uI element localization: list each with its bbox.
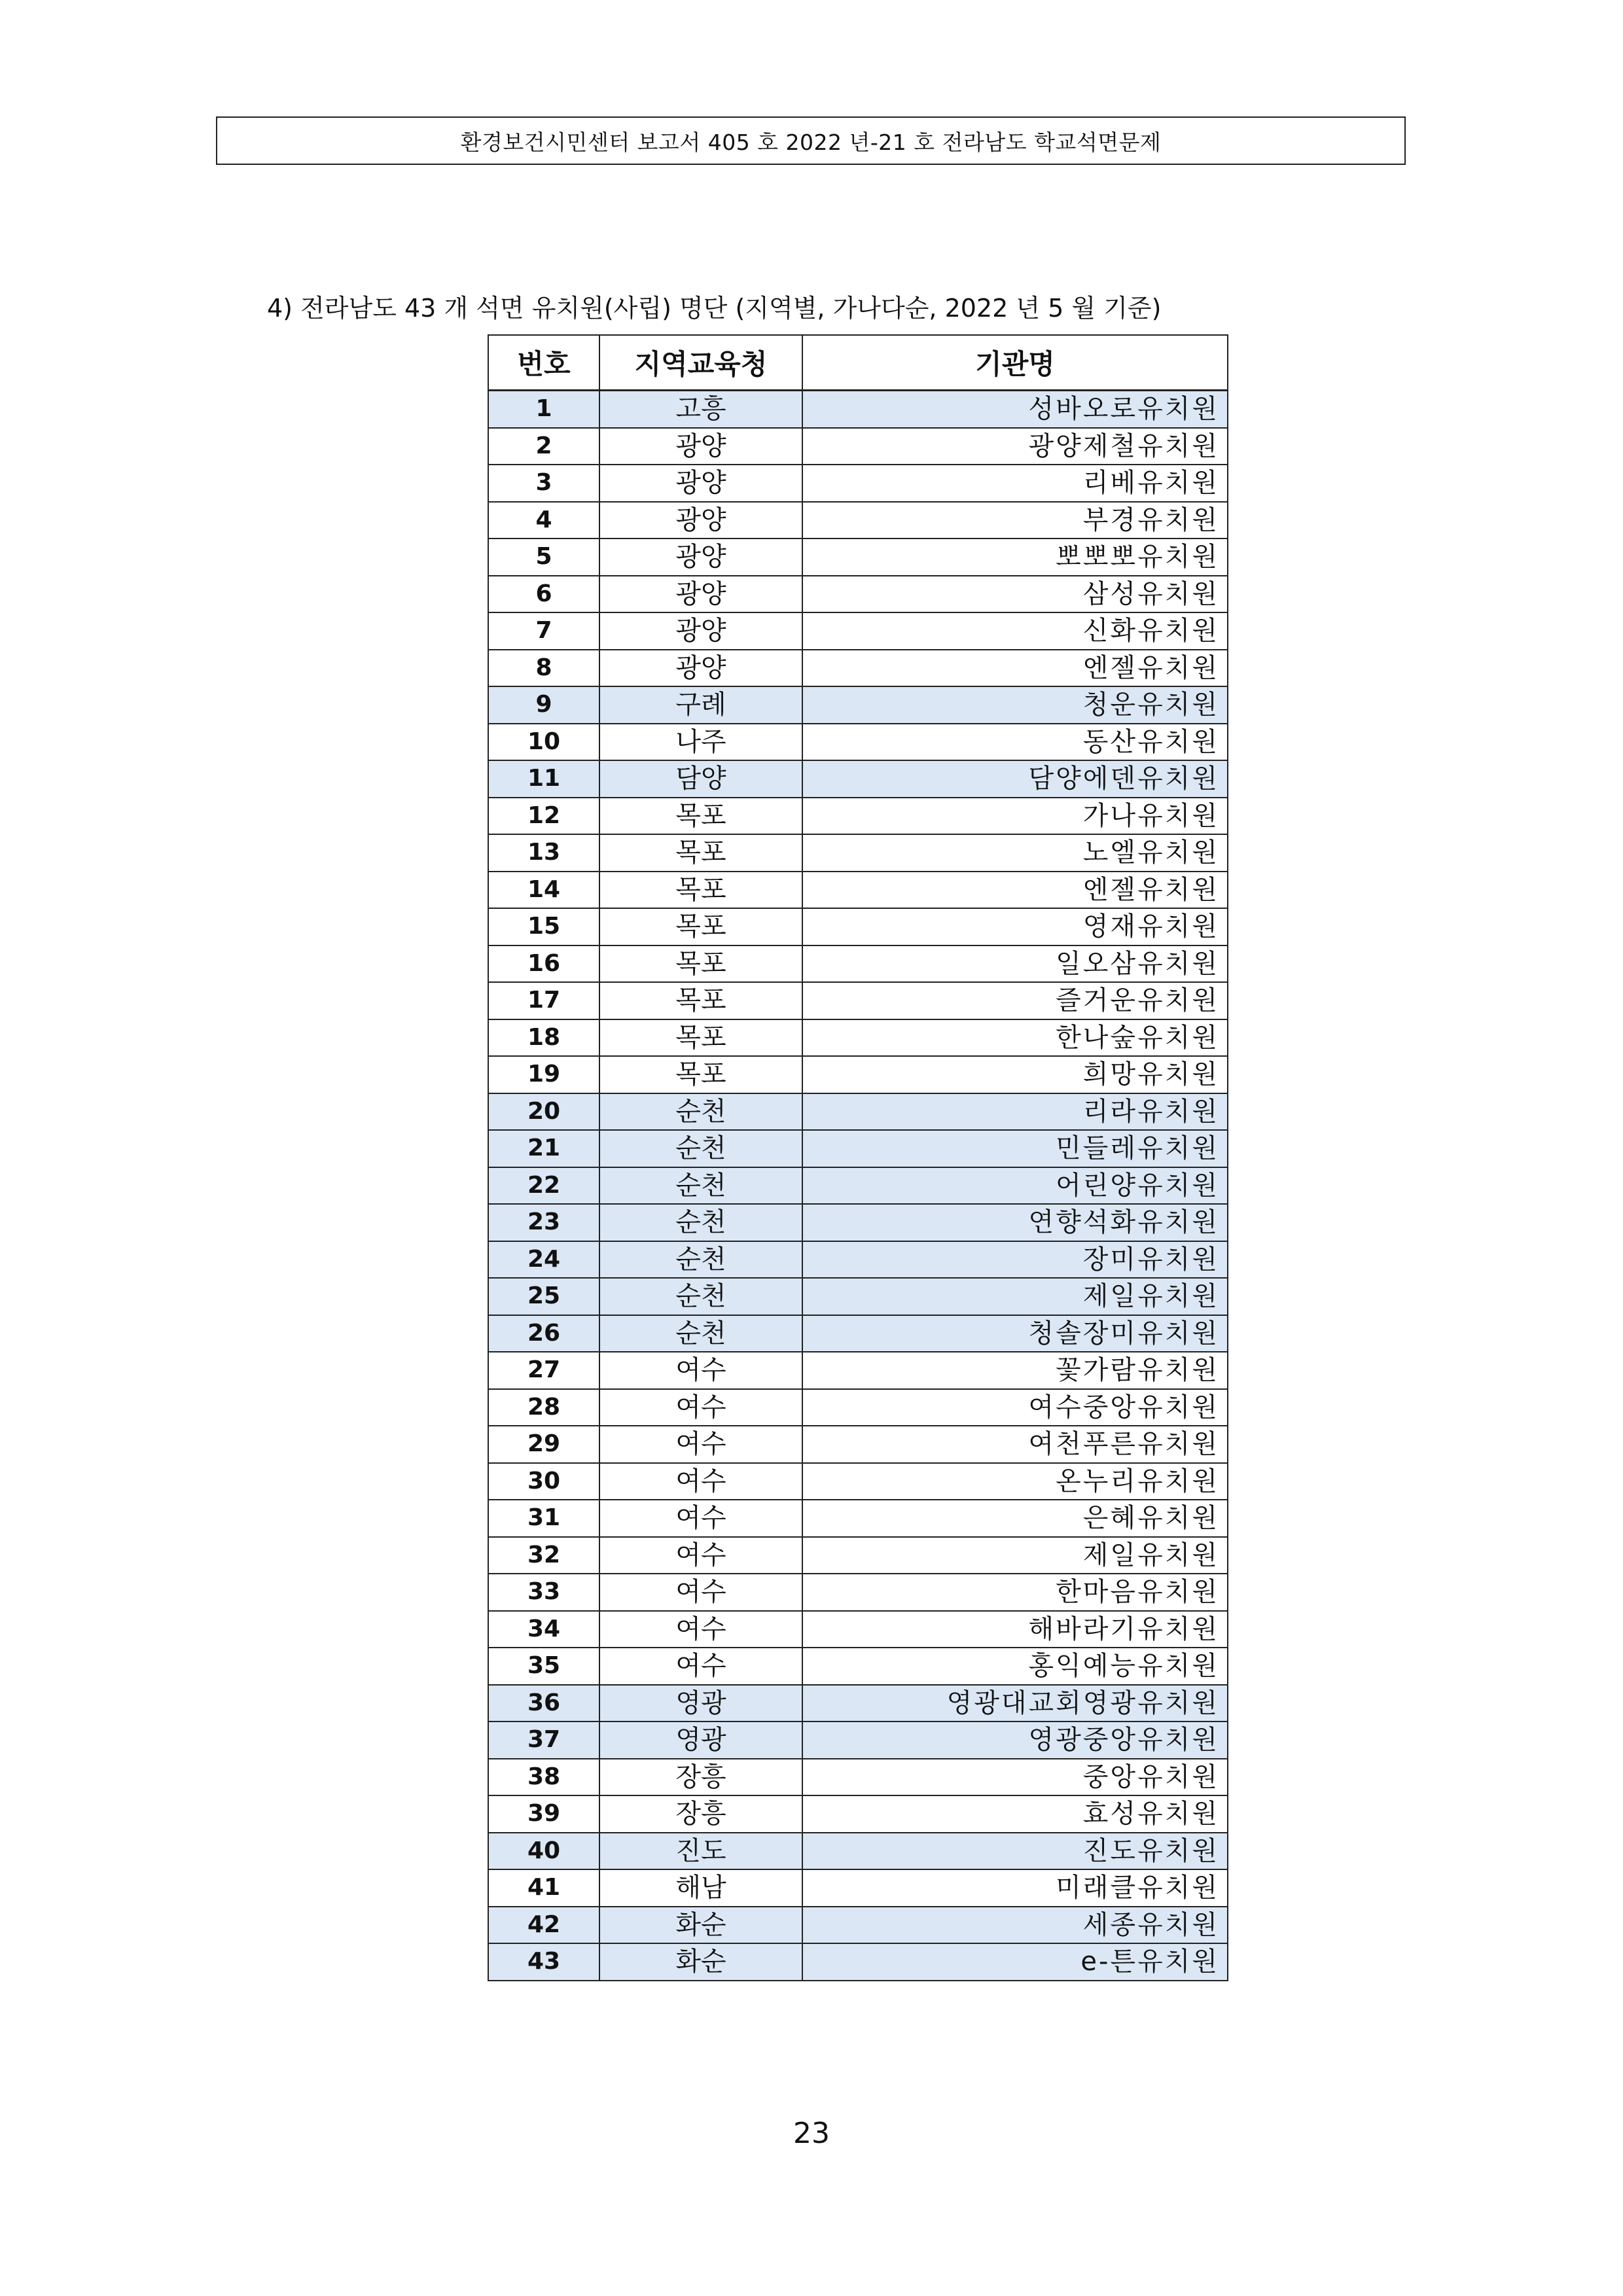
page-number: 23 <box>793 2117 830 2150</box>
row-institution-name: 한마음유치원 <box>802 1574 1228 1611</box>
row-institution-name: 해바라기유치원 <box>802 1611 1228 1648</box>
row-region: 여수 <box>599 1611 802 1648</box>
table-row <box>488 1648 1228 1685</box>
table-row <box>488 1833 1228 1870</box>
row-number: 2 <box>488 428 599 465</box>
row-region: 목포 <box>599 1056 802 1093</box>
table-row <box>488 1574 1228 1611</box>
row-number: 24 <box>488 1241 599 1279</box>
row-number: 32 <box>488 1537 599 1574</box>
row-institution-name: 리라유치원 <box>802 1093 1228 1131</box>
row-institution-name: 어린양유치원 <box>802 1167 1228 1205</box>
table-row <box>488 1611 1228 1648</box>
row-number: 23 <box>488 1204 599 1241</box>
row-number: 8 <box>488 650 599 687</box>
row-institution-name: 세종유치원 <box>802 1907 1228 1944</box>
table-row <box>488 1907 1228 1944</box>
row-number: 26 <box>488 1315 599 1352</box>
row-institution-name: 한나숲유치원 <box>802 1019 1228 1057</box>
row-region: 여수 <box>599 1389 802 1426</box>
row-institution-name: 노엘유치원 <box>802 834 1228 872</box>
table-row <box>488 1352 1228 1389</box>
row-number: 43 <box>488 1943 599 1981</box>
row-number: 3 <box>488 465 599 502</box>
row-region: 광양 <box>599 502 802 539</box>
row-institution-name: 꽃가람유치원 <box>802 1352 1228 1389</box>
row-number: 28 <box>488 1389 599 1426</box>
row-region: 순천 <box>599 1315 802 1352</box>
row-region: 광양 <box>599 539 802 576</box>
table-row <box>488 1130 1228 1167</box>
row-number: 14 <box>488 872 599 909</box>
header-institution: 기관명 <box>802 335 1228 391</box>
row-institution-name: 즐거운유치원 <box>802 982 1228 1019</box>
row-institution-name: 중앙유치원 <box>802 1759 1228 1796</box>
row-region: 광양 <box>599 612 802 650</box>
row-region: 여수 <box>599 1500 802 1537</box>
row-region: 담양 <box>599 760 802 798</box>
row-number: 16 <box>488 945 599 983</box>
row-number: 9 <box>488 686 599 724</box>
row-region: 목포 <box>599 908 802 945</box>
row-number: 42 <box>488 1907 599 1944</box>
row-number: 34 <box>488 1611 599 1648</box>
row-institution-name: 청솔장미유치원 <box>802 1315 1228 1352</box>
row-number: 40 <box>488 1833 599 1870</box>
table-body <box>488 391 1228 1981</box>
row-institution-name: 온누리유치원 <box>802 1463 1228 1500</box>
row-institution-name: 광양제철유치원 <box>802 428 1228 465</box>
table-header-row <box>488 335 1228 391</box>
row-region: 순천 <box>599 1093 802 1131</box>
row-region: 나주 <box>599 724 802 761</box>
row-institution-name: 진도유치원 <box>802 1833 1228 1870</box>
row-number: 15 <box>488 908 599 945</box>
row-region: 화순 <box>599 1943 802 1981</box>
row-number: 18 <box>488 1019 599 1057</box>
row-region: 순천 <box>599 1278 802 1315</box>
table-row <box>488 650 1228 687</box>
report-header <box>216 116 1406 165</box>
row-region: 장흥 <box>599 1795 802 1833</box>
row-institution-name: 효성유치원 <box>802 1795 1228 1833</box>
table-row <box>488 428 1228 465</box>
table-row <box>488 539 1228 576</box>
row-region: 여수 <box>599 1648 802 1685</box>
row-region: 목포 <box>599 834 802 872</box>
row-number: 22 <box>488 1167 599 1205</box>
table-row <box>488 798 1228 835</box>
table-row <box>488 1537 1228 1574</box>
table-row <box>488 872 1228 909</box>
table-row <box>488 1463 1228 1500</box>
row-region: 순천 <box>599 1241 802 1279</box>
row-institution-name: 엔젤유치원 <box>802 650 1228 687</box>
table-row <box>488 1204 1228 1241</box>
table-row <box>488 502 1228 539</box>
row-institution-name: 일오삼유치원 <box>802 945 1228 983</box>
row-region: 광양 <box>599 428 802 465</box>
row-number: 6 <box>488 576 599 613</box>
table-row <box>488 1722 1228 1759</box>
row-region: 목포 <box>599 1019 802 1057</box>
table-row <box>488 576 1228 613</box>
table-row <box>488 1167 1228 1205</box>
table-row <box>488 1389 1228 1426</box>
table-row <box>488 465 1228 502</box>
row-institution-name: 영광대교회영광유치원 <box>802 1685 1228 1722</box>
kindergarten-table <box>488 334 1228 1981</box>
row-institution-name: e-튼유치원 <box>802 1943 1228 1981</box>
row-region: 여수 <box>599 1463 802 1500</box>
table-row <box>488 1315 1228 1352</box>
row-institution-name: 희망유치원 <box>802 1056 1228 1093</box>
table-row <box>488 760 1228 798</box>
row-number: 17 <box>488 982 599 1019</box>
row-region: 영광 <box>599 1722 802 1759</box>
row-number: 29 <box>488 1426 599 1463</box>
report-header-text: 환경보건시민센터 보고서 405 호 2022 년-21 호 전라남도 학교석면문제 <box>460 129 1162 155</box>
table-row <box>488 724 1228 761</box>
row-institution-name: 신화유치원 <box>802 612 1228 650</box>
row-region: 여수 <box>599 1537 802 1574</box>
row-institution-name: 장미유치원 <box>802 1241 1228 1279</box>
table-row <box>488 1056 1228 1093</box>
row-number: 11 <box>488 760 599 798</box>
row-region: 진도 <box>599 1833 802 1870</box>
row-number: 41 <box>488 1869 599 1907</box>
row-number: 19 <box>488 1056 599 1093</box>
row-institution-name: 담양에덴유치원 <box>802 760 1228 798</box>
row-region: 해남 <box>599 1869 802 1907</box>
row-institution-name: 미래클유치원 <box>802 1869 1228 1907</box>
row-institution-name: 연향석화유치원 <box>802 1204 1228 1241</box>
row-number: 21 <box>488 1130 599 1167</box>
row-region: 목포 <box>599 798 802 835</box>
table-row <box>488 1278 1228 1315</box>
row-institution-name: 뽀뽀뽀유치원 <box>802 539 1228 576</box>
table-row <box>488 1426 1228 1463</box>
row-institution-name: 동산유치원 <box>802 724 1228 761</box>
table-row <box>488 1759 1228 1796</box>
row-institution-name: 청운유치원 <box>802 686 1228 724</box>
table-row <box>488 1685 1228 1722</box>
section-title: 4) 전라남도 43 개 석면 유치원(사립) 명단 (지역별, 가나다순, 2022 년 5 월 기준) <box>267 294 1162 323</box>
table-row <box>488 686 1228 724</box>
row-institution-name: 홍익예능유치원 <box>802 1648 1228 1685</box>
row-number: 7 <box>488 612 599 650</box>
row-institution-name: 여천푸른유치원 <box>802 1426 1228 1463</box>
row-number: 35 <box>488 1648 599 1685</box>
row-institution-name: 영재유치원 <box>802 908 1228 945</box>
table-row <box>488 391 1228 428</box>
row-number: 5 <box>488 539 599 576</box>
row-region: 여수 <box>599 1426 802 1463</box>
table-row <box>488 1019 1228 1057</box>
row-institution-name: 부경유치원 <box>802 502 1228 539</box>
row-number: 10 <box>488 724 599 761</box>
row-institution-name: 리베유치원 <box>802 465 1228 502</box>
row-region: 장흥 <box>599 1759 802 1796</box>
table-row <box>488 1943 1228 1981</box>
table-row <box>488 612 1228 650</box>
row-number: 4 <box>488 502 599 539</box>
row-number: 37 <box>488 1722 599 1759</box>
header-region: 지역교육청 <box>599 335 802 391</box>
table-row <box>488 908 1228 945</box>
row-region: 화순 <box>599 1907 802 1944</box>
kindergarten-table-container <box>488 334 1227 1981</box>
row-institution-name: 가나유치원 <box>802 798 1228 835</box>
row-region: 고흥 <box>599 391 802 428</box>
row-region: 순천 <box>599 1130 802 1167</box>
row-number: 30 <box>488 1463 599 1500</box>
header-number: 번호 <box>488 335 599 391</box>
row-institution-name: 성바오로유치원 <box>802 391 1228 428</box>
row-number: 12 <box>488 798 599 835</box>
row-region: 광양 <box>599 576 802 613</box>
row-number: 36 <box>488 1685 599 1722</box>
row-number: 38 <box>488 1759 599 1796</box>
row-institution-name: 은혜유치원 <box>802 1500 1228 1537</box>
row-number: 20 <box>488 1093 599 1131</box>
row-number: 27 <box>488 1352 599 1389</box>
row-number: 13 <box>488 834 599 872</box>
row-region: 목포 <box>599 872 802 909</box>
row-region: 광양 <box>599 465 802 502</box>
row-region: 순천 <box>599 1204 802 1241</box>
row-institution-name: 제일유치원 <box>802 1537 1228 1574</box>
row-region: 목포 <box>599 982 802 1019</box>
row-number: 31 <box>488 1500 599 1537</box>
row-region: 광양 <box>599 650 802 687</box>
row-number: 33 <box>488 1574 599 1611</box>
row-number: 1 <box>488 391 599 428</box>
row-institution-name: 엔젤유치원 <box>802 872 1228 909</box>
row-region: 순천 <box>599 1167 802 1205</box>
row-region: 영광 <box>599 1685 802 1722</box>
row-institution-name: 제일유치원 <box>802 1278 1228 1315</box>
row-region: 여수 <box>599 1352 802 1389</box>
table-row <box>488 1869 1228 1907</box>
row-region: 여수 <box>599 1574 802 1611</box>
table-row <box>488 982 1228 1019</box>
row-number: 25 <box>488 1278 599 1315</box>
table-row <box>488 1093 1228 1131</box>
row-institution-name: 삼성유치원 <box>802 576 1228 613</box>
row-region: 목포 <box>599 945 802 983</box>
table-row <box>488 1500 1228 1537</box>
row-institution-name: 영광중앙유치원 <box>802 1722 1228 1759</box>
row-region: 구례 <box>599 686 802 724</box>
table-row <box>488 834 1228 872</box>
row-institution-name: 여수중앙유치원 <box>802 1389 1228 1426</box>
row-number: 39 <box>488 1795 599 1833</box>
table-row <box>488 945 1228 983</box>
row-institution-name: 민들레유치원 <box>802 1130 1228 1167</box>
table-row <box>488 1241 1228 1279</box>
table-row <box>488 1795 1228 1833</box>
